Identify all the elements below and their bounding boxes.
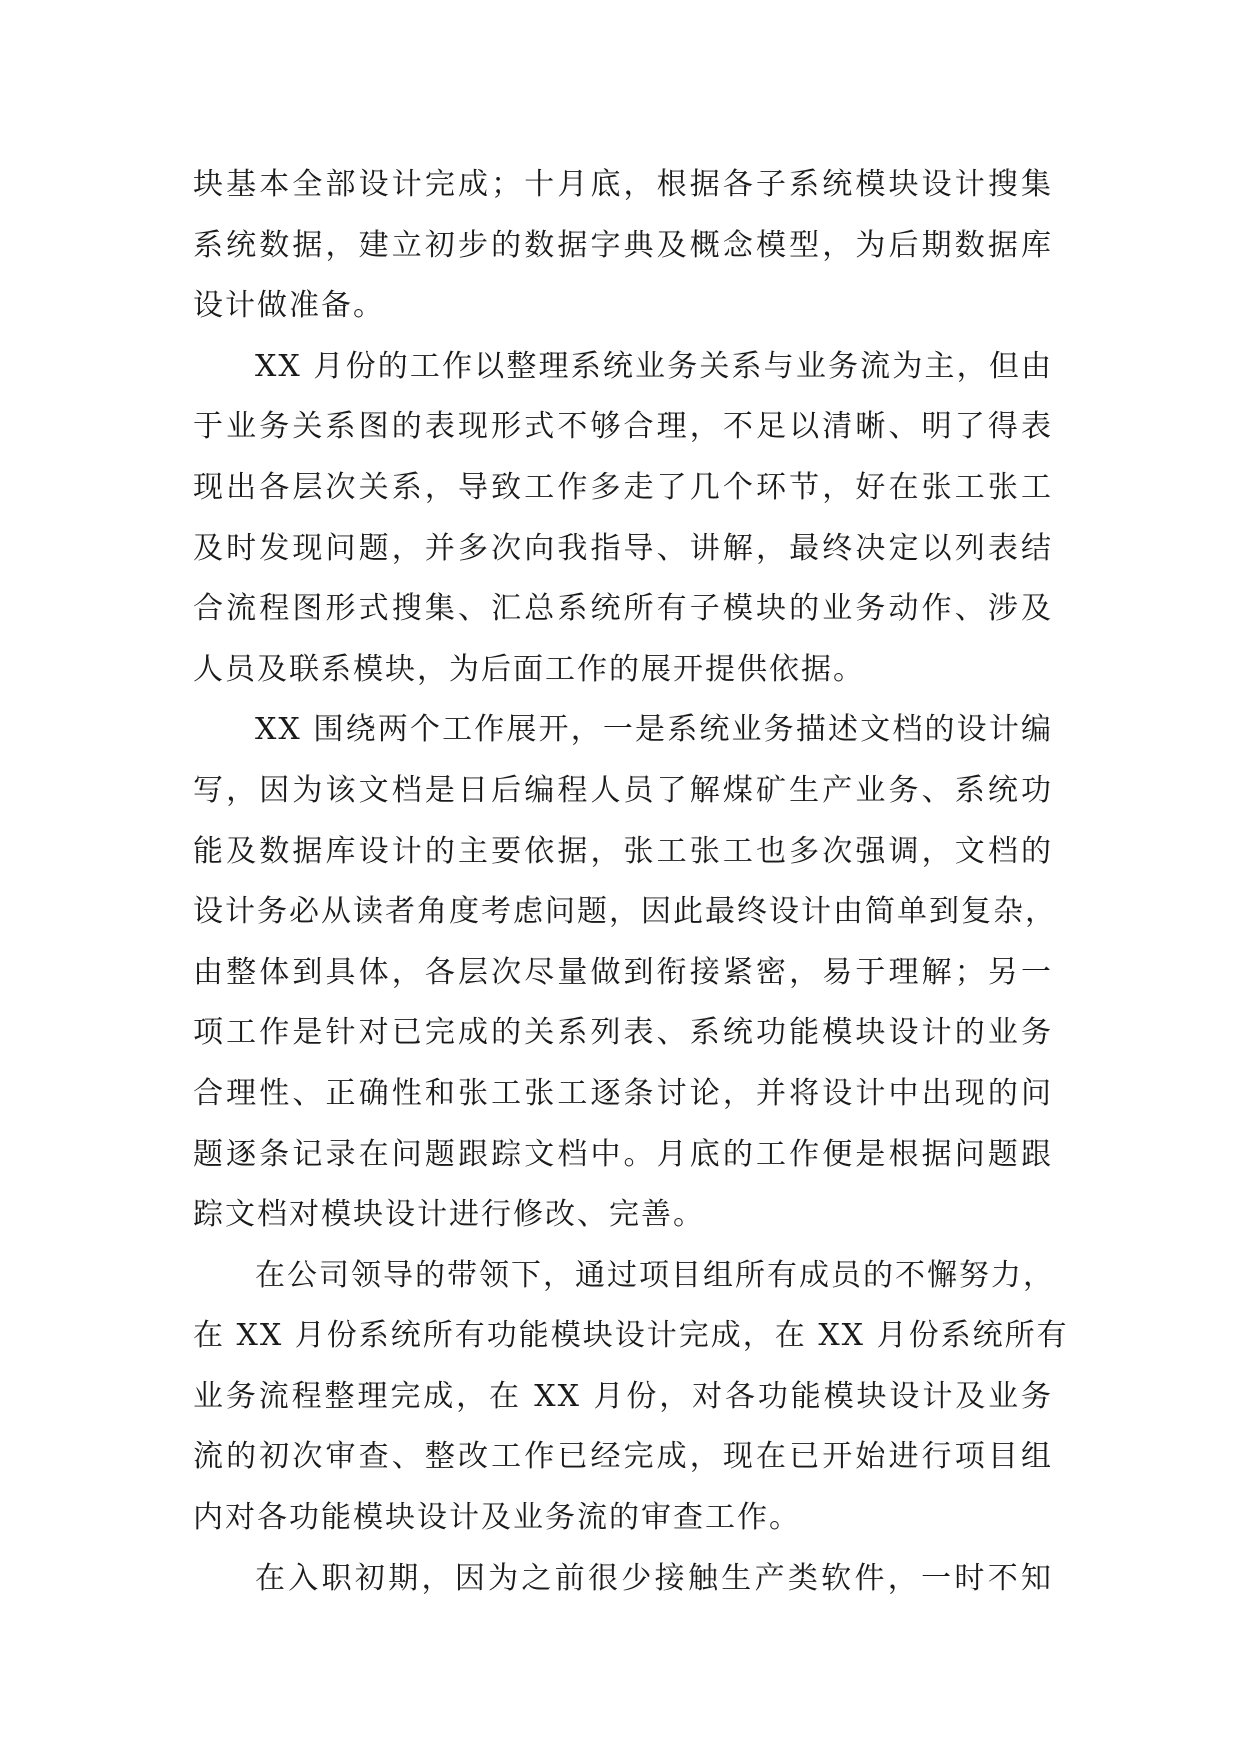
text-line: 在 XX 月份系统所有功能模块设计完成，在 XX 月份系统所有 — [193, 1318, 1069, 1354]
text-line: 合理性、正确性和张工张工逐条讨论，并将设计中出现的问 — [193, 1075, 1053, 1111]
body-text — [193, 155, 1069, 1609]
text-line: 现出各层次关系，导致工作多走了几个环节，好在张工张工 — [193, 469, 1053, 505]
text-line: 设计做准备。 — [193, 288, 385, 324]
text-line: 在公司领导的带领下，通过项目组所有成员的不懈努力， — [255, 1257, 1055, 1293]
text-line: 由整体到具体，各层次尽量做到衔接紧密，易于理解；另一 — [193, 954, 1053, 990]
text-line: 及时发现问题，并多次向我指导、讲解，最终决定以列表结 — [193, 530, 1053, 566]
text-line: 踪文档对模块设计进行修改、完善。 — [193, 1197, 705, 1233]
text-line: 写，因为该文档是日后编程人员了解煤矿生产业务、系统功 — [193, 772, 1053, 808]
paragraph — [193, 700, 1057, 1245]
text-line: 设计务必从读者角度考虑问题，因此最终设计由简单到复杂， — [193, 894, 1057, 930]
paragraph — [193, 155, 1053, 337]
text-line: 于业务关系图的表现形式不够合理，不足以清晰、明了得表 — [193, 409, 1053, 445]
text-line: 在入职初期，因为之前很少接触生产类软件，一时不知 — [255, 1560, 1053, 1596]
text-line: 合流程图形式搜集、汇总系统所有子模块的业务动作、涉及 — [193, 591, 1053, 627]
text-line: 块基本全部设计完成；十月底，根据各子系统模块设计搜集 — [193, 167, 1053, 202]
paragraph — [193, 1549, 1053, 1610]
text-line: 内对各功能模块设计及业务流的审查工作。 — [193, 1500, 801, 1536]
paragraph — [193, 1246, 1069, 1549]
text-line: 能及数据库设计的主要依据，张工张工也多次强调，文档的 — [193, 833, 1053, 869]
text-line: 流的初次审查、整改工作已经完成，现在已开始进行项目组 — [193, 1439, 1053, 1475]
text-line: 题逐条记录在问题跟踪文档中。月底的工作便是根据问题跟 — [193, 1136, 1053, 1172]
text-line: 人员及联系模块，为后面工作的展开提供依据。 — [193, 651, 865, 687]
text-line: XX 围绕两个工作展开，一是系统业务描述文档的设计编 — [255, 712, 1053, 748]
text-line: XX 月份的工作以整理系统业务关系与业务流为主，但由 — [255, 348, 1053, 384]
text-line: 系统数据，建立初步的数据字典及概念模型，为后期数据库 — [193, 227, 1053, 263]
text-line: 项工作是针对已完成的关系列表、系统功能模块设计的业务 — [193, 1015, 1053, 1051]
paragraph — [193, 337, 1053, 701]
text-line: 业务流程整理完成，在 XX 月份，对各功能模块设计及业务 — [193, 1378, 1053, 1414]
